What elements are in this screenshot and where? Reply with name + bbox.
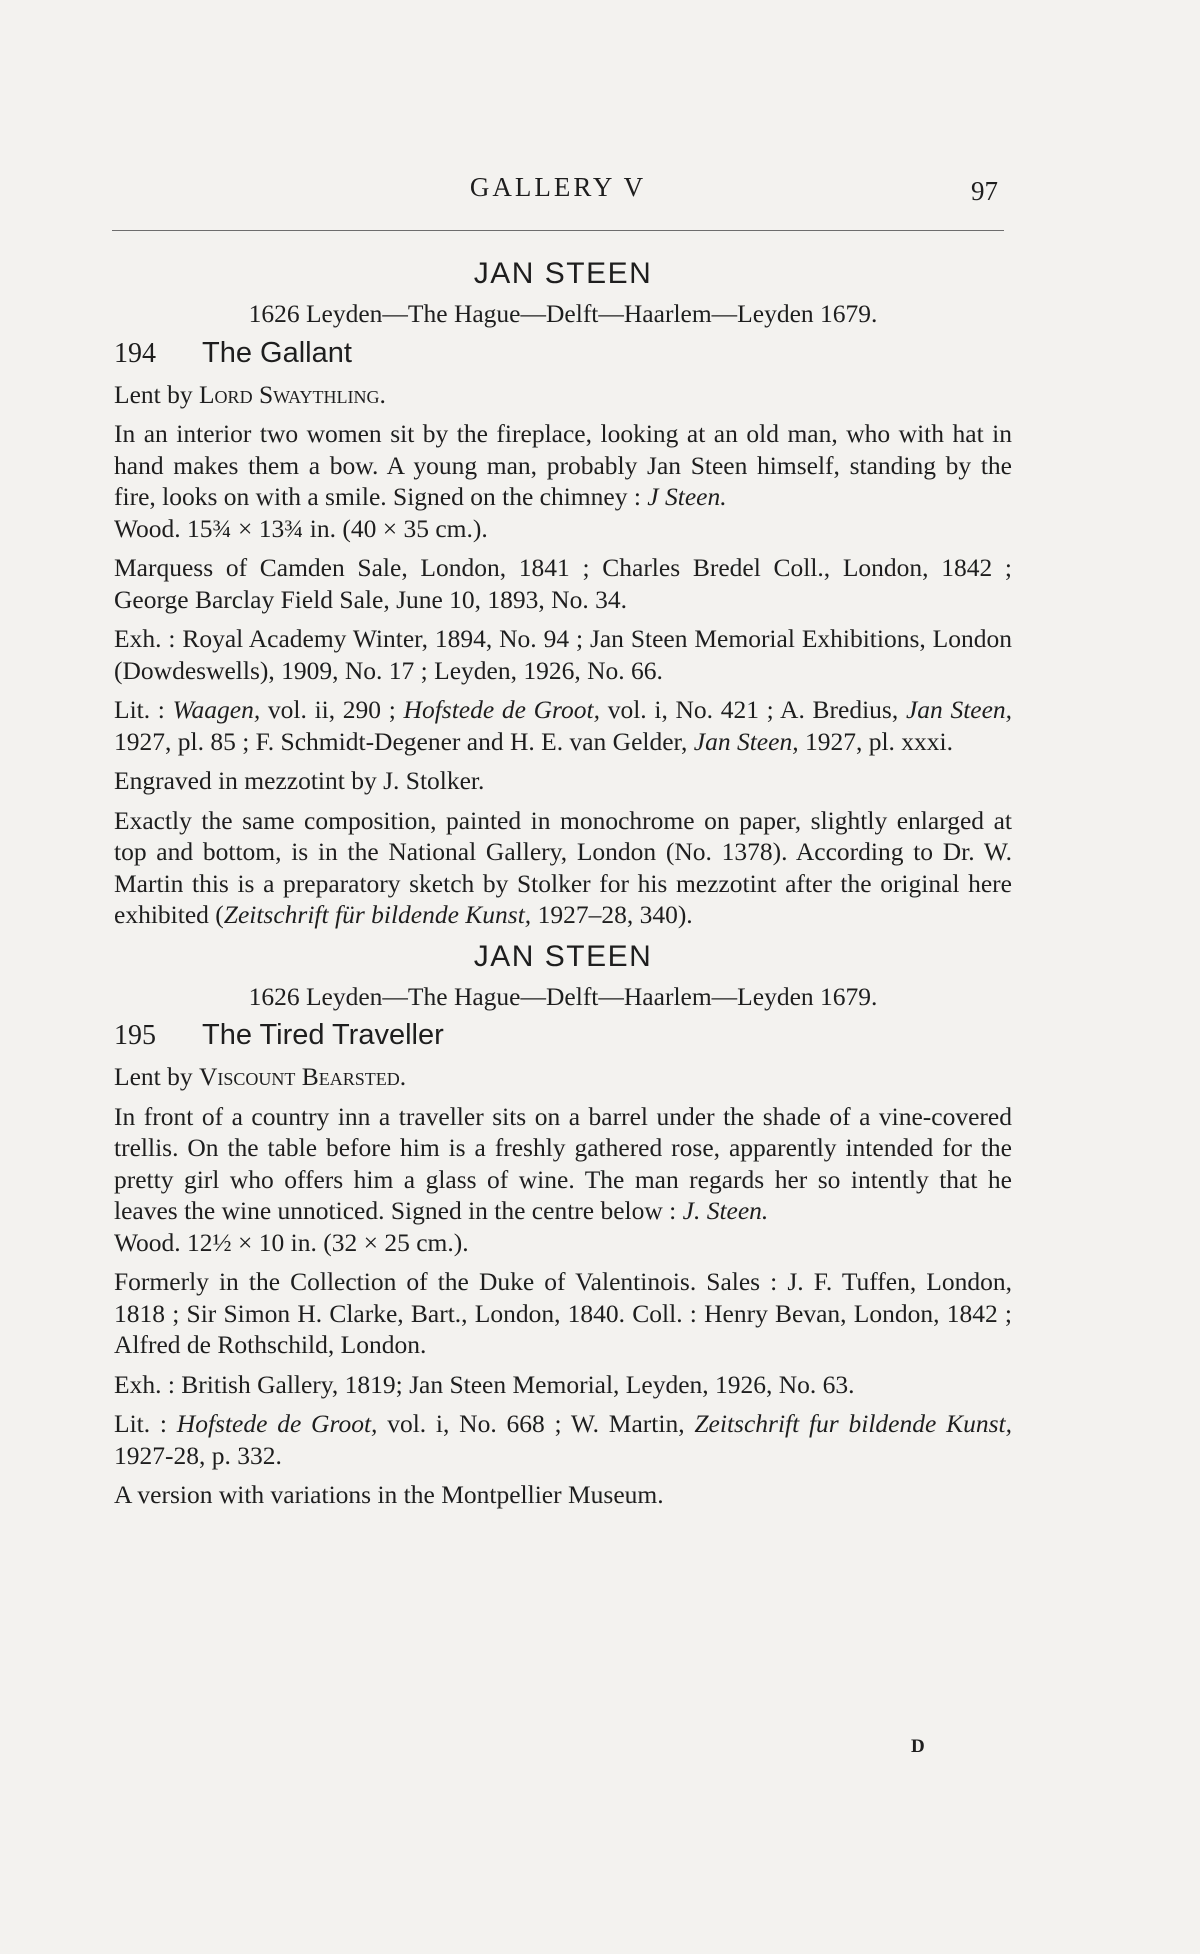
medium-line: Wood. 12½ × 10 in. (32 × 25 cm.). xyxy=(114,1227,469,1257)
lender-name: Lord Swaythling. xyxy=(198,379,386,409)
literature-prefix: Lit. : xyxy=(114,1409,167,1438)
literature-ref: 1927, pl. 85 ; F. Schmidt-Degener and H. E. van Gelder, xyxy=(114,726,688,756)
header-rule xyxy=(112,230,1004,231)
literature-title: Zeitschrift fur bildende Kunst, xyxy=(694,1409,1012,1438)
comparison-note xyxy=(114,805,1012,931)
artist-dates: 1626 Leyden—The Hague—Delft—Haarlem—Leyden 1679. xyxy=(248,981,878,1011)
medium-line: Wood. 15¾ × 13¾ in. (40 × 35 cm.). xyxy=(114,513,488,543)
running-title: GALLERY V xyxy=(469,172,647,202)
exhibitions: Exh. : Royal Academy Winter, 1894, No. 94 ; Jan Steen Memorial Exhibitions, London (Dowdeswells), 1909, No. 17 ; Leyden, 1926, No. 66. xyxy=(114,624,1012,685)
literature-ref: vol. i, No. 668 ; W. Martin, xyxy=(387,1409,685,1438)
literature-author: Hofstede de Groot, xyxy=(403,695,600,724)
artist-dates: 1626 Leyden—The Hague—Delft—Haarlem—Leyden 1679. xyxy=(248,299,878,328)
literature-prefix: Lit. : xyxy=(114,695,165,724)
signature-mark: D xyxy=(911,1736,925,1757)
lender-line xyxy=(114,1061,1012,1093)
artist-heading: JAN STEEN xyxy=(473,939,653,973)
entry-title: The Gallant xyxy=(202,336,352,369)
signature-text: J. Steen. xyxy=(682,1196,769,1225)
description-text: In front of a country inn a traveller sits on a barrel under the shade of a vine-covered trellis. On the table before him is a freshly gathered rose, apparently intended for the pretty girl who offers him a glass of wine. The man regards her so intently that he leaves the wine unnoticed. Signed in the centre below : xyxy=(114,1101,1012,1225)
entry-heading xyxy=(114,1018,1012,1053)
literature-ref: vol. ii, 290 ; xyxy=(267,695,396,724)
comparison-journal: Zeitschrift für bildende Kunst, xyxy=(223,900,532,929)
page-header xyxy=(112,172,1004,212)
signature-text: J Steen. xyxy=(647,482,727,511)
lender-prefix: Lent by xyxy=(114,1062,193,1091)
entry-title: The Tired Traveller xyxy=(202,1019,444,1051)
entry-heading xyxy=(114,336,1012,371)
artist-heading: JAN STEEN xyxy=(473,257,653,290)
literature-title: Jan Steen, xyxy=(905,695,1013,724)
description xyxy=(114,418,1012,513)
description-text: In an interior two women sit by the fireplace, looking at an old man, who with hat in hand makes them a bow. A young man, probably Jan Steen himself, standing by the fire, looks on with a smile. Signed on the chimney : xyxy=(114,419,1012,511)
literature-ref: 1927, pl. xxxi. xyxy=(804,726,953,756)
literature-title: Jan Steen, xyxy=(693,726,799,756)
page-number: 97 xyxy=(971,176,998,206)
literature xyxy=(114,1408,1012,1471)
comparison-ref: 1927–28, 340). xyxy=(537,900,693,929)
literature xyxy=(114,694,1012,757)
lender-line xyxy=(114,379,1012,411)
provenance: Marquess of Camden Sale, London, 1841 ; Charles Bredel Coll., London, 1842 ; George Barclay Field Sale, June 10, 1893, No. 34. xyxy=(114,553,1012,614)
page-body xyxy=(114,250,1012,1519)
literature-ref: vol. i, No. 421 ; A. Bredius, xyxy=(607,695,899,724)
description xyxy=(114,1101,1012,1227)
version-note: A version with variations in the Montpellier Museum. xyxy=(114,1480,664,1509)
literature-ref: 1927-28, p. 332. xyxy=(114,1440,282,1470)
provenance: Formerly in the Collection of the Duke of Valentinois. Sales : J. F. Tuffen, London, 1818 ; Sir Simon H. Clarke, Bart., London, 1840. Coll. : Henry Bevan, London, 1842 ; Alfred de Rothschild, London. xyxy=(114,1267,1012,1359)
catalogue-entry-195 xyxy=(114,939,1012,1511)
literature-author: Hofstede de Groot, xyxy=(176,1409,378,1438)
lender-name: Viscount Bearsted. xyxy=(198,1062,407,1091)
comparison-text: Exactly the same composition, painted in monochrome on paper, slightly enlarged at top and bottom, is in the National Gallery, London (No. 1378). According to Dr. W. Martin this is a preparatory sketch by Stolker for his mezzotint after the original here exhibited ( xyxy=(114,805,1012,929)
entry-number: 195 xyxy=(114,1020,156,1051)
entry-number: 194 xyxy=(114,337,156,369)
exhibitions: Exh. : British Gallery, 1819; Jan Steen Memorial, Leyden, 1926, No. 63. xyxy=(114,1369,855,1399)
engraving-note: Engraved in mezzotint by J. Stolker. xyxy=(114,766,485,795)
catalogue-entry-194 xyxy=(114,256,1012,931)
lender-prefix: Lent by xyxy=(114,379,193,409)
literature-author: Waagen, xyxy=(172,695,261,724)
